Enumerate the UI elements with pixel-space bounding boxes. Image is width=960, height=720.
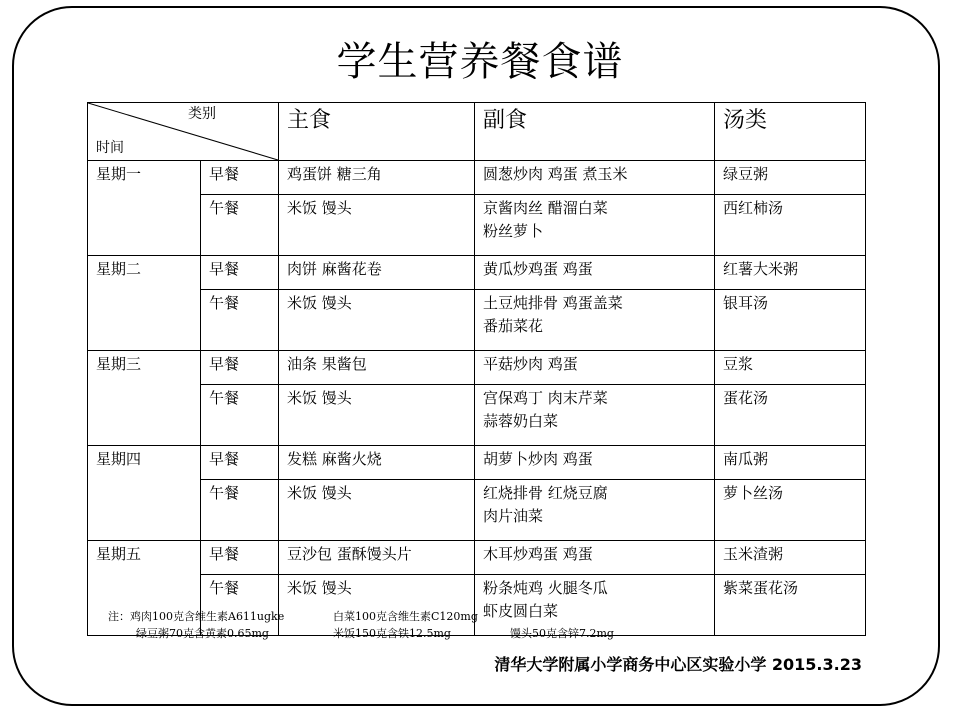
soup-cell: 萝卜丝汤 bbox=[715, 480, 866, 541]
table-row bbox=[88, 290, 866, 351]
table-row bbox=[88, 351, 866, 385]
page-title: 学生营养餐食谱 bbox=[336, 39, 624, 85]
table-row bbox=[88, 541, 866, 575]
staple-cell: 肉饼 麻酱花卷 bbox=[279, 256, 475, 290]
note-line: 米饭150克含铁12.5mg bbox=[333, 627, 451, 640]
side-cell: 胡萝卜炒肉 鸡蛋 bbox=[475, 446, 715, 480]
table-row bbox=[88, 385, 866, 446]
side-cell: 圆葱炒肉 鸡蛋 煮玉米 bbox=[475, 161, 715, 195]
soup-cell: 蛋花汤 bbox=[715, 385, 866, 446]
school-footer: 清华大学附属小学商务中心区实验小学 2015.3.23 bbox=[494, 655, 862, 674]
header-soup: 汤类 bbox=[715, 103, 866, 161]
note-line: 绿豆粥70克含黄素0.65mg bbox=[136, 627, 269, 640]
soup-cell: 银耳汤 bbox=[715, 290, 866, 351]
note-line: 白菜100克含维生素C120mg bbox=[333, 610, 478, 623]
diagonal-header-cell bbox=[88, 103, 279, 161]
meal-cell: 早餐 bbox=[201, 351, 279, 385]
soup-cell: 豆浆 bbox=[715, 351, 866, 385]
table-row bbox=[88, 256, 866, 290]
day-cell: 星期二 bbox=[88, 256, 201, 351]
soup-cell: 玉米渣粥 bbox=[715, 541, 866, 575]
meal-cell: 午餐 bbox=[201, 575, 279, 636]
day-cell: 星期五 bbox=[88, 541, 201, 636]
staple-cell: 米饭 馒头 bbox=[279, 480, 475, 541]
soup-cell: 紫菜蛋花汤 bbox=[715, 575, 866, 636]
table-row bbox=[88, 195, 866, 256]
staple-cell: 米饭 馒头 bbox=[279, 575, 475, 636]
table-row bbox=[88, 480, 866, 541]
header-side: 副食 bbox=[475, 103, 715, 161]
staple-cell: 米饭 馒头 bbox=[279, 195, 475, 256]
day-cell: 星期一 bbox=[88, 161, 201, 256]
meal-cell: 午餐 bbox=[201, 480, 279, 541]
meal-cell: 早餐 bbox=[201, 446, 279, 480]
category-label: 类别 bbox=[188, 106, 216, 122]
soup-cell: 南瓜粥 bbox=[715, 446, 866, 480]
day-cell: 星期四 bbox=[88, 446, 201, 541]
staple-cell: 米饭 馒头 bbox=[279, 290, 475, 351]
meal-cell: 午餐 bbox=[201, 290, 279, 351]
staple-cell: 豆沙包 蛋酥馒头片 bbox=[279, 541, 475, 575]
header-staple: 主食 bbox=[279, 103, 475, 161]
side-cell: 京酱肉丝 醋溜白菜 粉丝萝卜 bbox=[475, 195, 715, 256]
time-label: 时间 bbox=[96, 140, 124, 156]
side-cell: 红烧排骨 红烧豆腐 肉片油菜 bbox=[475, 480, 715, 541]
side-cell: 宫保鸡丁 肉末芹菜 蒜蓉奶白菜 bbox=[475, 385, 715, 446]
staple-cell: 发糕 麻酱火烧 bbox=[279, 446, 475, 480]
meal-cell: 早餐 bbox=[201, 256, 279, 290]
staple-cell: 油条 果酱包 bbox=[279, 351, 475, 385]
side-cell: 土豆炖排骨 鸡蛋盖菜 番茄菜花 bbox=[475, 290, 715, 351]
table-row bbox=[88, 161, 866, 195]
table-row bbox=[88, 446, 866, 480]
side-cell: 平菇炒肉 鸡蛋 bbox=[475, 351, 715, 385]
side-cell: 粉条炖鸡 火腿冬瓜 虾皮圆白菜 bbox=[475, 575, 715, 636]
side-cell: 黄瓜炒鸡蛋 鸡蛋 bbox=[475, 256, 715, 290]
meal-cell: 午餐 bbox=[201, 195, 279, 256]
note-line: 馒头50克含锌7.2mg bbox=[510, 627, 614, 640]
side-cell: 木耳炒鸡蛋 鸡蛋 bbox=[475, 541, 715, 575]
meal-cell: 早餐 bbox=[201, 161, 279, 195]
menu-table bbox=[87, 102, 866, 636]
meal-cell: 午餐 bbox=[201, 385, 279, 446]
soup-cell: 绿豆粥 bbox=[715, 161, 866, 195]
meal-cell: 早餐 bbox=[201, 541, 279, 575]
day-cell: 星期三 bbox=[88, 351, 201, 446]
soup-cell: 红薯大米粥 bbox=[715, 256, 866, 290]
soup-cell: 西红柿汤 bbox=[715, 195, 866, 256]
table-header-row bbox=[88, 103, 866, 161]
staple-cell: 鸡蛋饼 糖三角 bbox=[279, 161, 475, 195]
staple-cell: 米饭 馒头 bbox=[279, 385, 475, 446]
note-line: 注：鸡肉100克含维生素A611ugke bbox=[108, 610, 285, 623]
